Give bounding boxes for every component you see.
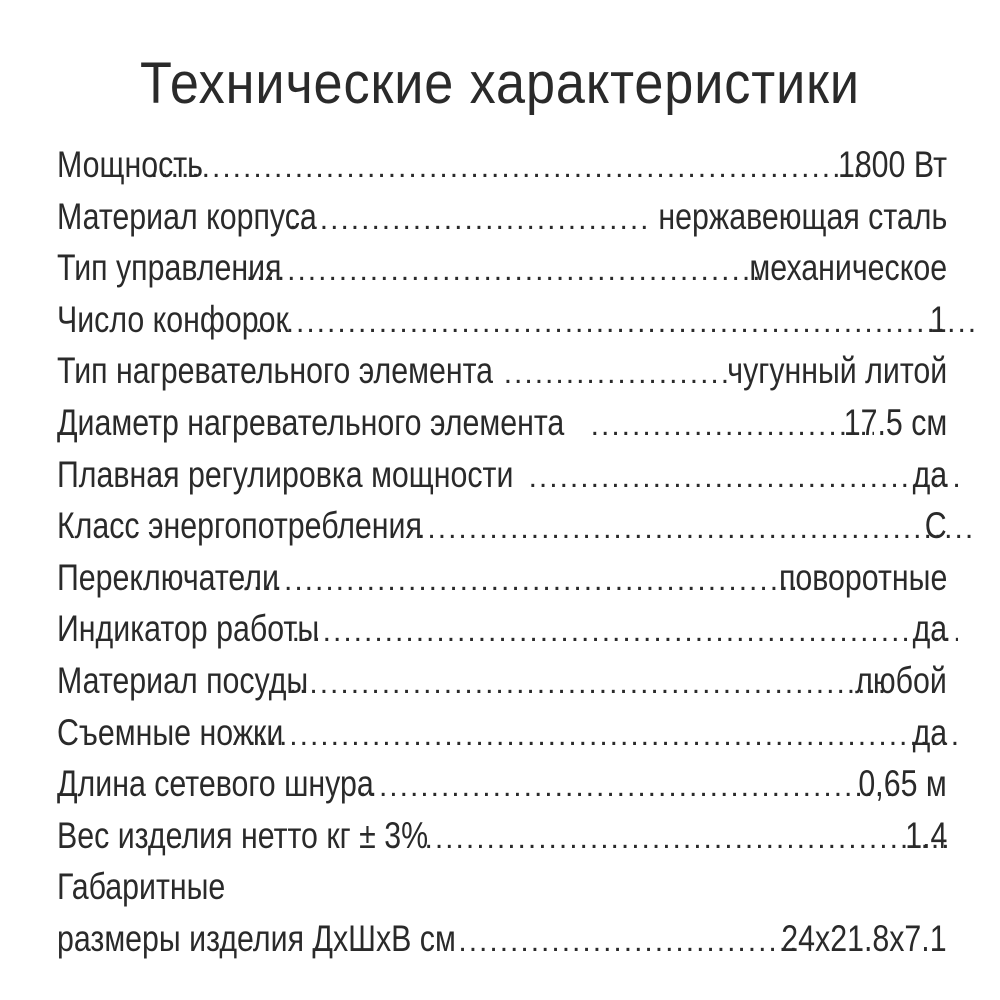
spec-row-energy-class bbox=[57, 500, 947, 552]
spec-value: 1 bbox=[930, 298, 947, 340]
dot-leader bbox=[587, 400, 875, 452]
spec-row-net-weight bbox=[57, 810, 947, 862]
dot-leader bbox=[413, 503, 974, 555]
page-title: Технические характеристики bbox=[140, 51, 860, 116]
spec-row-power-indicator bbox=[57, 603, 947, 655]
spec-label: Вес изделия нетто кг ± 3% bbox=[57, 814, 429, 856]
spec-list bbox=[57, 139, 947, 965]
dot-leader bbox=[251, 297, 980, 349]
spec-row-heating-element-diameter bbox=[57, 397, 947, 449]
spec-label: размеры изделия ДхШхВ см bbox=[57, 917, 456, 959]
spec-value: С bbox=[925, 505, 947, 547]
spec-row-smooth-power-control bbox=[57, 449, 947, 501]
spec-value: 17.5 см bbox=[843, 401, 947, 443]
spec-label: Тип нагревательного элемента bbox=[57, 350, 494, 392]
spec-value: 1.4 bbox=[904, 814, 947, 856]
spec-value: любой bbox=[855, 659, 947, 701]
dot-leader bbox=[500, 348, 732, 400]
spec-value: нержавеющая сталь bbox=[658, 195, 947, 237]
spec-value: 0,65 м bbox=[858, 763, 947, 805]
spec-value: чугунный литой bbox=[727, 350, 947, 392]
spec-row-power bbox=[57, 139, 947, 191]
spec-label: Тип управления bbox=[57, 247, 282, 289]
spec-label: Индикатор работы bbox=[57, 608, 320, 650]
spec-row-removable-feet bbox=[57, 707, 947, 759]
spec-value: 24x21.8x7.1 bbox=[781, 917, 947, 959]
spec-label-line1: Габаритные bbox=[57, 866, 226, 908]
dot-leader bbox=[244, 710, 958, 762]
spec-label: Переключатели bbox=[57, 556, 279, 598]
spec-row-cord-length bbox=[57, 758, 947, 810]
spec-row-control-type bbox=[57, 242, 947, 294]
dot-leader bbox=[285, 194, 648, 246]
dot-leader bbox=[421, 813, 949, 865]
spec-row-dimensions bbox=[57, 913, 947, 965]
spec-row-burner-count bbox=[57, 294, 947, 346]
spec-label: Съемные ножки bbox=[57, 711, 284, 753]
spec-value: поворотные bbox=[778, 556, 947, 598]
dot-leader bbox=[146, 142, 867, 194]
spec-label: Число конфорок bbox=[57, 298, 289, 340]
dot-leader bbox=[288, 606, 959, 658]
dot-leader bbox=[274, 658, 888, 710]
spec-row-dimensions-label-top bbox=[57, 861, 947, 913]
spec-label: Диаметр нагревательного элемента bbox=[57, 401, 565, 443]
spec-row-switches bbox=[57, 552, 947, 604]
dot-leader bbox=[354, 761, 892, 813]
dot-leader bbox=[239, 555, 795, 607]
spec-value: 1800 Вт bbox=[837, 144, 947, 185]
dot-leader bbox=[242, 245, 760, 297]
spec-row-heating-element-type bbox=[57, 345, 947, 397]
spec-value: да bbox=[912, 608, 947, 650]
dot-leader bbox=[454, 916, 798, 968]
spec-row-body-material bbox=[57, 191, 947, 243]
spec-label: Плавная регулировка мощности bbox=[57, 453, 514, 495]
spec-label: Класс энергопотребления bbox=[57, 505, 422, 547]
spec-value: механическое bbox=[749, 247, 947, 289]
dot-leader bbox=[525, 452, 959, 504]
spec-value: да bbox=[912, 453, 947, 495]
spec-row-cookware-material bbox=[57, 655, 947, 707]
spec-label: Материал корпуса bbox=[57, 195, 317, 237]
spec-label: Материал посуды bbox=[57, 659, 309, 701]
spec-value: да bbox=[912, 711, 947, 753]
spec-label: Длина сетевого шнура bbox=[57, 763, 374, 805]
spec-label: Мощность bbox=[57, 144, 203, 185]
